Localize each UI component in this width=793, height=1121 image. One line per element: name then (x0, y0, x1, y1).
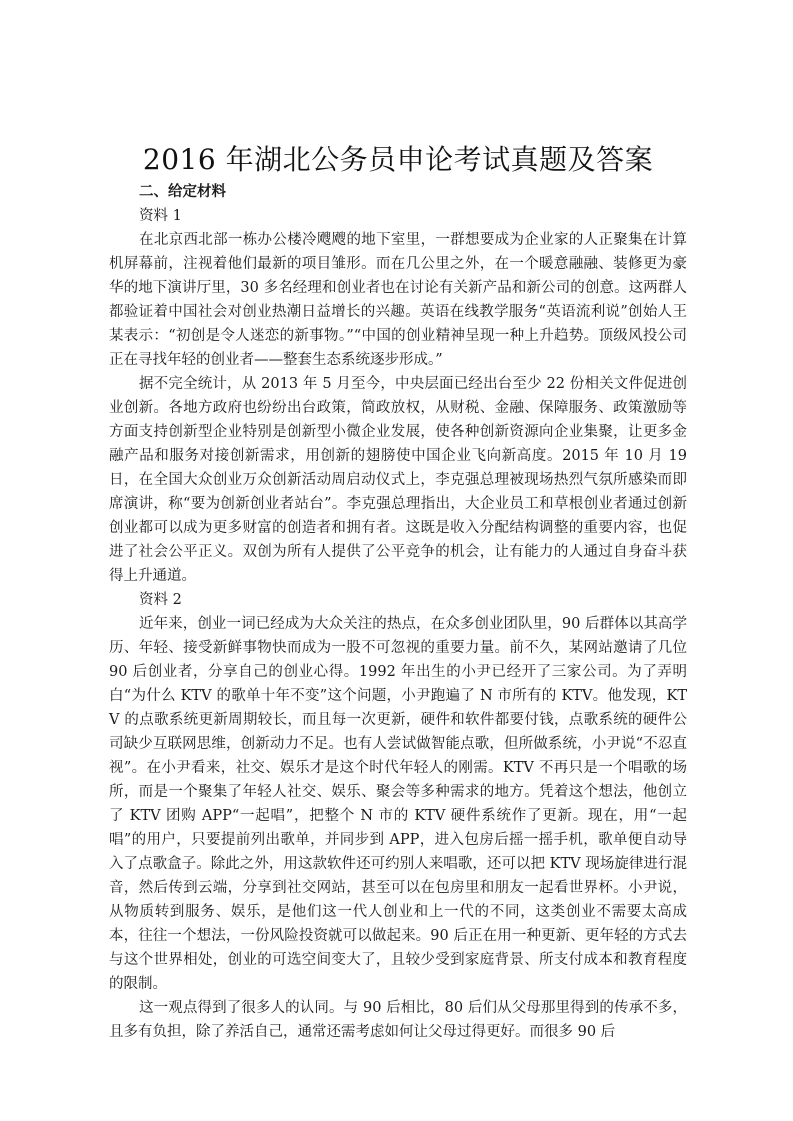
document-title: 2016 年湖北公务员申论考试真题及答案 (142, 143, 654, 176)
paragraph: 近年来，创业一词已经成为大众关注的热点，在众多创业团队里，90 后群体以其高学历、年轻、接受新鲜事物快而成为一股不可忽视的重要力量。前不久，某网站邀请了几位 90 后创业者，分享自己的创业心得。1992 年出生的小尹已经开了三家公司。为了弄明白“为什么 KTV 的歌单十年不变”这个问题，小尹跑遍了 N 市所有的 KTV。他发现，KTV 的点歌系统更新周期较长，而且每一次更新，硬件和软件都要付钱，点歌系统的硬件公司缺少互联网思维，创新动力不足。也有人尝试做智能点歌，但所做系统，小尹说“不忍直视”。在小尹看来，社交、娱乐才是这个时代年轻人的刚需。KTV 不再只是一个唱歌的场所，而是一个聚集了年轻人社交、娱乐、聚会等多种需求的地方。凭着这个想法，他创立了 KTV 团购 APP“一起唱”，把整个 N 市的 KTV 硬件系统作了更新。现在，用“一起唱”的用户，只要提前列出歌单，并同步到 APP，进入包房后摇一摇手机，歌单便自动导入了点歌盒子。除此之外，用这款软件还可约别人来唱歌，还可以把 KTV 现场旋律进行混音，然后传到云端，分享到社交网站，甚至可以在包房里和朋友一起看世界杯。小尹说，从物质转到服务、娱乐，是他们这一代人创业和上一代的不同，这类创业不需要太高成本，往往一个想法，一份风险投资就可以做起来。90 后正在用一种更新、更年轻的方式去与这个世界相处，创业的可选空间变大了，且较少受到家庭背景、所支付成本和教育程度的限制。 (109, 616, 687, 992)
material-heading: 资料 1 (139, 208, 182, 224)
paragraph: 这一观点得到了很多人的认同。与 90 后相比，80 后们从父母那里得到的传承不多，且多有负担，除了养活自己，通常还需考虑如何让父母过得更好。而很多 90 后 (109, 1000, 687, 1040)
section-heading: 二、给定材料 (139, 183, 226, 200)
document-page (109, 140, 687, 1044)
material-1 (109, 204, 687, 588)
paragraph: 据不完全统计，从 2013 年 5 月至今，中央层面已经出台至少 22 份相关文件促进创业创新。各地方政府也纷纷出台政策，简政放权，从财税、金融、保障服务、政策激励等方面支持创新型企业特别是创新型小微企业发展，使各种创新资源向企业集聚，让更多金融产品和服务对接创新需求，用创新的翅膀使中国企业飞向新高度。2015 年 10 月 19 日，在全国大众创业万众创新活动周启动仪式上，李克强总理被现场热烈气氛所感染而即席演讲，称“要为创新创业者站台”。李克强总理指出，大企业员工和草根创业者通过创新创业都可以成为更多财富的创造者和拥有者。这既是收入分配结构调整的重要内容，也促进了社会公平正义。双创为所有人提供了公平竞争的机会，让有能力的人通过自身奋斗获得上升通道。 (109, 376, 687, 584)
material-heading: 资料 2 (139, 592, 182, 608)
material-2 (109, 588, 687, 1044)
paragraph: 在北京西北部一栋办公楼冷飕飕的地下室里，一群想要成为企业家的人正聚集在计算机屏幕前，注视着他们最新的项目雏形。而在几公里之外，在一个暖意融融、装修更为豪华的地下演讲厅里，30 多名经理和创业者也在讨论有关新产品和新公司的创意。这两群人都验证着中国社会对创业热潮日益增长的兴趣。英语在线教学服务“英语流利说”创始人王某表示：“初创是令人迷恋的新事物。”“中国的创业精神呈现一种上升趋势。顶级风投公司正在寻找年轻的创业者——整套生态系统逐步形成。” (109, 232, 687, 368)
